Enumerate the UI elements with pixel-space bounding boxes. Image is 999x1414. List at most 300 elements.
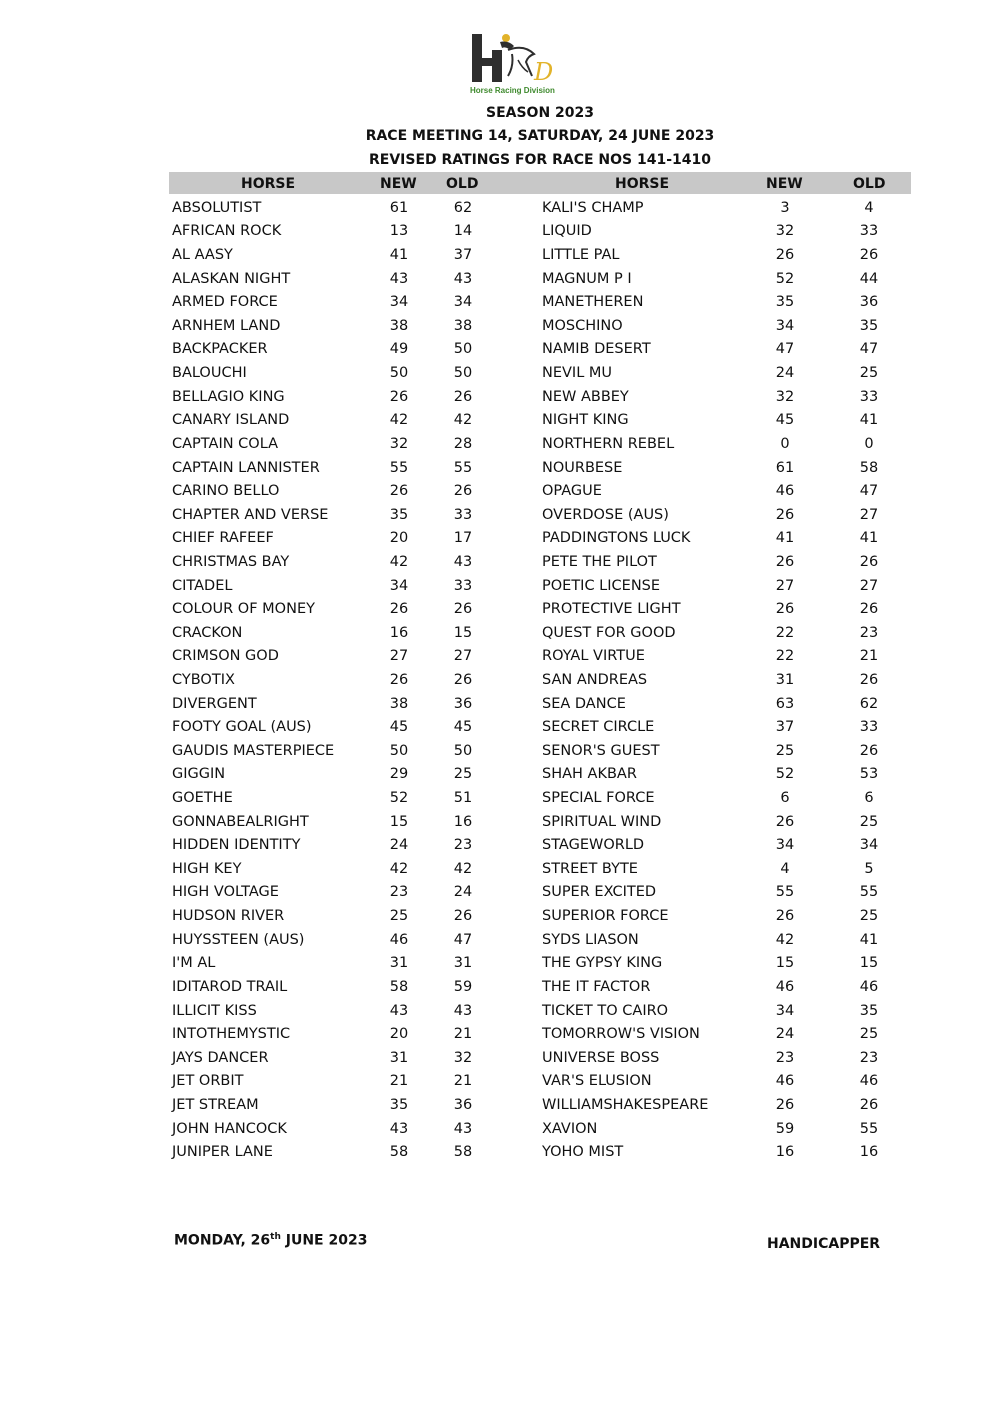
rating-new: 41 bbox=[389, 247, 409, 264]
horse-name: STREET BYTE bbox=[542, 860, 638, 877]
horse-name: PROTECTIVE LIGHT bbox=[542, 601, 681, 618]
horse-name: SECRET CIRCLE bbox=[542, 719, 655, 736]
table-row bbox=[542, 668, 926, 692]
ratings-subtitle: REVISED RATINGS FOR RACE NOS 141-1410 bbox=[368, 152, 711, 168]
table-row bbox=[172, 361, 500, 385]
table-row bbox=[172, 574, 500, 598]
table-row bbox=[542, 833, 926, 857]
rating-old: 43 bbox=[453, 1120, 473, 1137]
rating-new: 42 bbox=[775, 931, 795, 948]
horse-name: GONNABEALRIGHT bbox=[172, 813, 309, 830]
horse-name: OPAGUE bbox=[542, 483, 602, 500]
table-row bbox=[542, 1022, 926, 1046]
horse-name: VAR'S ELUSION bbox=[542, 1073, 652, 1090]
table-row bbox=[542, 503, 926, 527]
rating-old: 23 bbox=[453, 837, 473, 854]
horse-name: SPIRITUAL WIND bbox=[542, 813, 662, 830]
rating-old: 16 bbox=[453, 813, 473, 830]
table-row bbox=[172, 220, 500, 244]
horse-name: MAGNUM P I bbox=[542, 270, 632, 287]
horse-name: TOMORROW'S VISION bbox=[542, 1026, 700, 1043]
rating-new: 38 bbox=[389, 695, 409, 712]
rating-old: 46 bbox=[859, 978, 879, 995]
rating-old: 15 bbox=[453, 624, 473, 641]
horse-name: SENOR'S GUEST bbox=[542, 742, 660, 759]
horse-name: BALOUCHI bbox=[172, 365, 247, 382]
rating-old: 26 bbox=[859, 553, 879, 570]
rating-new: 42 bbox=[389, 860, 409, 877]
horse-name: CANARY ISLAND bbox=[172, 412, 290, 429]
rating-old: 34 bbox=[453, 294, 473, 311]
rating-old: 35 bbox=[859, 1002, 879, 1019]
rating-old: 6 bbox=[864, 790, 874, 807]
rating-old: 41 bbox=[859, 530, 879, 547]
rating-old: 16 bbox=[859, 1144, 879, 1161]
rating-old: 33 bbox=[453, 577, 473, 594]
table-row bbox=[172, 1046, 500, 1070]
table-row bbox=[172, 904, 500, 928]
rating-old: 33 bbox=[859, 719, 879, 736]
table-row bbox=[172, 267, 500, 291]
rating-old: 42 bbox=[453, 412, 473, 429]
rating-old: 26 bbox=[453, 601, 473, 618]
rating-old: 34 bbox=[859, 837, 879, 854]
rating-old: 38 bbox=[453, 317, 473, 334]
rating-old: 43 bbox=[453, 1002, 473, 1019]
rating-new: 24 bbox=[775, 1026, 795, 1043]
rating-new: 26 bbox=[775, 553, 795, 570]
horse-name: POETIC LICENSE bbox=[542, 577, 661, 594]
table-row bbox=[542, 290, 926, 314]
horse-name: OVERDOSE (AUS) bbox=[542, 506, 669, 523]
table-row bbox=[542, 385, 926, 409]
horse-name: HIDDEN IDENTITY bbox=[172, 837, 301, 854]
rating-new: 26 bbox=[775, 506, 795, 523]
rating-new: 63 bbox=[775, 695, 795, 712]
horse-name: LITTLE PAL bbox=[542, 247, 620, 264]
horse-name: QUEST FOR GOOD bbox=[542, 624, 676, 641]
horse-name: CHRISTMAS BAY bbox=[172, 553, 290, 570]
rating-new: 41 bbox=[775, 530, 795, 547]
rating-new: 35 bbox=[389, 506, 409, 523]
rating-new: 29 bbox=[389, 766, 409, 783]
rating-new: 38 bbox=[389, 317, 409, 334]
rating-old: 51 bbox=[453, 790, 473, 807]
rating-new: 3 bbox=[780, 199, 790, 216]
table-row bbox=[172, 833, 500, 857]
rating-new: 43 bbox=[389, 1002, 409, 1019]
rating-new: 16 bbox=[775, 1144, 795, 1161]
rating-new: 42 bbox=[389, 553, 409, 570]
rating-old: 23 bbox=[859, 624, 879, 641]
rating-old: 45 bbox=[453, 719, 473, 736]
rating-new: 58 bbox=[389, 978, 409, 995]
table-row bbox=[172, 952, 500, 976]
issue-date-month-year: JUNE 2023 bbox=[280, 1232, 368, 1249]
table-row bbox=[542, 456, 926, 480]
rating-new: 24 bbox=[389, 837, 409, 854]
table-row bbox=[172, 786, 500, 810]
rating-new: 26 bbox=[389, 388, 409, 405]
rating-old: 58 bbox=[453, 1144, 473, 1161]
horse-name: CRACKON bbox=[172, 624, 243, 641]
table-row bbox=[172, 763, 500, 787]
horse-name: ALASKAN NIGHT bbox=[172, 270, 291, 287]
rating-new: 4 bbox=[780, 860, 790, 877]
rating-new: 35 bbox=[775, 294, 795, 311]
rating-old: 27 bbox=[859, 577, 879, 594]
rating-new: 26 bbox=[389, 671, 409, 688]
table-row bbox=[542, 1117, 926, 1141]
horse-name: DIVERGENT bbox=[172, 695, 257, 712]
rating-new: 22 bbox=[775, 624, 795, 641]
rating-new: 50 bbox=[389, 365, 409, 382]
table-row bbox=[172, 243, 500, 267]
rating-old: 36 bbox=[859, 294, 879, 311]
hrd-logo bbox=[468, 32, 568, 98]
rating-old: 4 bbox=[864, 199, 874, 216]
svg-text:D: D bbox=[534, 58, 554, 86]
rating-old: 35 bbox=[859, 317, 879, 334]
rating-new: 42 bbox=[389, 412, 409, 429]
table-row bbox=[172, 999, 500, 1023]
table-row bbox=[172, 1022, 500, 1046]
rating-new: 34 bbox=[389, 294, 409, 311]
signatory: HANDICAPPER bbox=[767, 1236, 881, 1252]
rating-old: 36 bbox=[453, 695, 473, 712]
rating-new: 24 bbox=[775, 365, 795, 382]
table-row bbox=[542, 267, 926, 291]
table-row bbox=[542, 432, 926, 456]
horse-name: CRIMSON GOD bbox=[172, 648, 279, 665]
table-row bbox=[542, 857, 926, 881]
table-row bbox=[542, 763, 926, 787]
horse-name: SHAH AKBAR bbox=[542, 766, 637, 783]
rating-old: 26 bbox=[453, 908, 473, 925]
table-row bbox=[542, 243, 926, 267]
table-row bbox=[542, 786, 926, 810]
horse-name: MANETHEREN bbox=[542, 294, 644, 311]
rating-new: 32 bbox=[775, 223, 795, 240]
rating-new: 15 bbox=[775, 955, 795, 972]
rating-new: 20 bbox=[389, 1026, 409, 1043]
horse-name: IDITAROD TRAIL bbox=[172, 978, 288, 995]
table-row bbox=[542, 904, 926, 928]
horse-name: WILLIAMSHAKESPEARE bbox=[542, 1096, 709, 1113]
horse-name: SUPERIOR FORCE bbox=[542, 908, 669, 925]
table-row bbox=[542, 550, 926, 574]
rating-old: 25 bbox=[859, 813, 879, 830]
rating-old: 26 bbox=[859, 601, 879, 618]
table-row bbox=[172, 432, 500, 456]
table-row bbox=[172, 975, 500, 999]
rating-new: 52 bbox=[775, 766, 795, 783]
table-row bbox=[542, 408, 926, 432]
rating-new: 37 bbox=[775, 719, 795, 736]
rating-new: 43 bbox=[389, 1120, 409, 1137]
horse-name: JET ORBIT bbox=[172, 1073, 244, 1090]
horse-name: SUPER EXCITED bbox=[542, 884, 657, 901]
table-row bbox=[172, 597, 500, 621]
rating-new: 47 bbox=[775, 341, 795, 358]
table-row bbox=[172, 314, 500, 338]
col-header-old-right: OLD bbox=[853, 176, 886, 192]
issue-date-day: MONDAY, 26 bbox=[174, 1232, 271, 1249]
rating-old: 25 bbox=[859, 1026, 879, 1043]
horse-name: PETE THE PILOT bbox=[542, 553, 657, 570]
rating-old: 25 bbox=[859, 908, 879, 925]
rating-new: 0 bbox=[780, 435, 790, 452]
rating-old: 26 bbox=[453, 671, 473, 688]
rating-new: 26 bbox=[775, 1096, 795, 1113]
rating-new: 46 bbox=[775, 1073, 795, 1090]
table-row bbox=[542, 692, 926, 716]
table-row bbox=[172, 692, 500, 716]
horse-name: CYBOTIX bbox=[172, 671, 235, 688]
rating-old: 32 bbox=[453, 1049, 473, 1066]
rating-new: 45 bbox=[389, 719, 409, 736]
ratings-table-right bbox=[542, 196, 926, 1164]
horse-name: UNIVERSE BOSS bbox=[542, 1049, 660, 1066]
horse-name: CHAPTER AND VERSE bbox=[172, 506, 329, 523]
table-row bbox=[172, 928, 500, 952]
table-row bbox=[172, 739, 500, 763]
horse-name: BELLAGIO KING bbox=[172, 388, 285, 405]
horse-name: HUYSSTEEN (AUS) bbox=[172, 931, 305, 948]
rating-new: 34 bbox=[775, 837, 795, 854]
rating-old: 23 bbox=[859, 1049, 879, 1066]
table-row bbox=[542, 338, 926, 362]
rating-new: 13 bbox=[389, 223, 409, 240]
rating-old: 33 bbox=[453, 506, 473, 523]
col-header-horse-left: HORSE bbox=[241, 176, 296, 192]
rating-new: 34 bbox=[775, 1002, 795, 1019]
rating-old: 26 bbox=[453, 483, 473, 500]
horse-name: HIGH VOLTAGE bbox=[172, 884, 279, 901]
rating-new: 23 bbox=[389, 884, 409, 901]
horse-name: SPECIAL FORCE bbox=[542, 790, 655, 807]
horse-name: SYDS LIASON bbox=[542, 931, 639, 948]
table-row bbox=[542, 1140, 926, 1164]
rating-old: 43 bbox=[453, 553, 473, 570]
rating-new: 61 bbox=[389, 199, 409, 216]
horse-name: CITADEL bbox=[172, 577, 233, 594]
rating-new: 21 bbox=[389, 1073, 409, 1090]
rating-old: 62 bbox=[859, 695, 879, 712]
rating-new: 59 bbox=[775, 1120, 795, 1137]
table-row bbox=[172, 857, 500, 881]
table-row bbox=[172, 1093, 500, 1117]
rating-old: 15 bbox=[859, 955, 879, 972]
table-row bbox=[542, 621, 926, 645]
rating-new: 26 bbox=[775, 813, 795, 830]
rating-old: 55 bbox=[859, 884, 879, 901]
table-row bbox=[172, 621, 500, 645]
horse-name: FOOTY GOAL (AUS) bbox=[172, 719, 312, 736]
horse-name: MOSCHINO bbox=[542, 317, 623, 334]
table-row bbox=[172, 479, 500, 503]
horse-name: NOURBESE bbox=[542, 459, 623, 476]
rating-old: 5 bbox=[864, 860, 874, 877]
horse-name: HIGH KEY bbox=[172, 860, 242, 877]
horse-name: SAN ANDREAS bbox=[542, 671, 648, 688]
horse-name: GOETHE bbox=[172, 790, 233, 807]
horse-name: JET STREAM bbox=[172, 1096, 259, 1113]
col-header-new-left: NEW bbox=[380, 176, 417, 192]
horse-name: YOHO MIST bbox=[542, 1144, 624, 1161]
rating-new: 50 bbox=[389, 742, 409, 759]
rating-new: 27 bbox=[389, 648, 409, 665]
table-row bbox=[542, 715, 926, 739]
table-row bbox=[542, 574, 926, 598]
table-row bbox=[542, 645, 926, 669]
ratings-table-left bbox=[172, 196, 500, 1164]
rating-old: 0 bbox=[864, 435, 874, 452]
rating-new: 26 bbox=[775, 908, 795, 925]
rating-new: 20 bbox=[389, 530, 409, 547]
rating-old: 26 bbox=[859, 671, 879, 688]
table-row bbox=[172, 881, 500, 905]
rating-new: 58 bbox=[389, 1144, 409, 1161]
table-row bbox=[172, 527, 500, 551]
rating-old: 28 bbox=[453, 435, 473, 452]
horse-name: XAVION bbox=[542, 1120, 598, 1137]
horse-name: ARNHEM LAND bbox=[172, 317, 281, 334]
hrd-logo-mark bbox=[468, 32, 568, 88]
horse-name: LIQUID bbox=[542, 223, 592, 240]
rating-new: 55 bbox=[775, 884, 795, 901]
horse-name: JUNIPER LANE bbox=[172, 1144, 273, 1161]
rating-old: 47 bbox=[453, 931, 473, 948]
table-row bbox=[172, 456, 500, 480]
horse-name: INTOTHEMYSTIC bbox=[172, 1026, 291, 1043]
table-row bbox=[542, 928, 926, 952]
table-row bbox=[172, 645, 500, 669]
table-row bbox=[172, 1070, 500, 1094]
horse-name: ABSOLUTIST bbox=[172, 199, 262, 216]
horse-name: CAPTAIN COLA bbox=[172, 435, 279, 452]
horse-name: CARINO BELLO bbox=[172, 483, 280, 500]
horse-name: NEVIL MU bbox=[542, 365, 613, 382]
rating-old: 47 bbox=[859, 483, 879, 500]
rating-new: 26 bbox=[775, 601, 795, 618]
rating-new: 34 bbox=[775, 317, 795, 334]
rating-new: 34 bbox=[389, 577, 409, 594]
rating-new: 25 bbox=[389, 908, 409, 925]
rating-new: 46 bbox=[775, 483, 795, 500]
horse-name: NEW ABBEY bbox=[542, 388, 629, 405]
horse-name: PADDINGTONS LUCK bbox=[542, 530, 691, 547]
rating-old: 27 bbox=[859, 506, 879, 523]
horse-name: NORTHERN REBEL bbox=[542, 435, 675, 452]
rating-old: 26 bbox=[859, 1096, 879, 1113]
rating-old: 47 bbox=[859, 341, 879, 358]
rating-new: 52 bbox=[775, 270, 795, 287]
rating-old: 50 bbox=[453, 341, 473, 358]
rating-old: 21 bbox=[453, 1073, 473, 1090]
rating-old: 17 bbox=[453, 530, 473, 547]
table-row bbox=[172, 810, 500, 834]
rating-old: 21 bbox=[859, 648, 879, 665]
table-row bbox=[172, 503, 500, 527]
table-row bbox=[542, 952, 926, 976]
horse-name: GAUDIS MASTERPIECE bbox=[172, 742, 335, 759]
rating-old: 43 bbox=[453, 270, 473, 287]
table-row bbox=[172, 668, 500, 692]
rating-new: 32 bbox=[775, 388, 795, 405]
rating-old: 59 bbox=[453, 978, 473, 995]
horse-name: ROYAL VIRTUE bbox=[542, 648, 645, 665]
rating-old: 24 bbox=[453, 884, 473, 901]
horse-name: BACKPACKER bbox=[172, 341, 268, 358]
col-header-old-left: OLD bbox=[446, 176, 479, 192]
season-title: SEASON 2023 bbox=[485, 105, 595, 121]
table-row bbox=[172, 385, 500, 409]
rating-old: 26 bbox=[453, 388, 473, 405]
table-row bbox=[542, 975, 926, 999]
rating-old: 14 bbox=[453, 223, 473, 240]
col-header-new-right: NEW bbox=[766, 176, 803, 192]
rating-new: 26 bbox=[389, 483, 409, 500]
table-row bbox=[542, 1070, 926, 1094]
table-row bbox=[172, 196, 500, 220]
horse-name: NIGHT KING bbox=[542, 412, 629, 429]
horse-name: KALI'S CHAMP bbox=[542, 199, 644, 216]
table-row bbox=[172, 1117, 500, 1141]
horse-name: I'M AL bbox=[172, 955, 216, 972]
rating-old: 25 bbox=[453, 766, 473, 783]
rating-old: 50 bbox=[453, 742, 473, 759]
table-row bbox=[542, 810, 926, 834]
table-row bbox=[542, 479, 926, 503]
rating-old: 58 bbox=[859, 459, 879, 476]
horse-name: ARMED FORCE bbox=[172, 294, 278, 311]
table-row bbox=[542, 1093, 926, 1117]
rating-new: 55 bbox=[389, 459, 409, 476]
rating-new: 35 bbox=[389, 1096, 409, 1113]
horse-name: CAPTAIN LANNISTER bbox=[172, 459, 320, 476]
horse-name: AL AASY bbox=[172, 247, 233, 264]
rating-old: 33 bbox=[859, 388, 879, 405]
table-row bbox=[542, 314, 926, 338]
horse-name: COLOUR OF MONEY bbox=[172, 601, 315, 618]
rating-new: 43 bbox=[389, 270, 409, 287]
horse-name: JAYS DANCER bbox=[172, 1049, 269, 1066]
horse-name: HUDSON RIVER bbox=[172, 908, 285, 925]
rating-old: 41 bbox=[859, 412, 879, 429]
rating-old: 44 bbox=[859, 270, 879, 287]
rating-new: 22 bbox=[775, 648, 795, 665]
table-row bbox=[172, 408, 500, 432]
rating-new: 31 bbox=[775, 671, 795, 688]
horse-name: AFRICAN ROCK bbox=[172, 223, 282, 240]
table-row bbox=[172, 290, 500, 314]
table-row bbox=[542, 220, 926, 244]
rating-new: 31 bbox=[389, 955, 409, 972]
rating-new: 52 bbox=[389, 790, 409, 807]
logo-org-name: Horse Racing Division bbox=[470, 86, 555, 95]
horse-name: SEA DANCE bbox=[542, 695, 626, 712]
rating-old: 41 bbox=[859, 931, 879, 948]
table-row bbox=[172, 715, 500, 739]
table-row bbox=[542, 597, 926, 621]
horse-name: JOHN HANCOCK bbox=[172, 1120, 287, 1137]
horse-name: NAMIB DESERT bbox=[542, 341, 651, 358]
horse-name: TICKET TO CAIRO bbox=[542, 1002, 669, 1019]
rating-new: 26 bbox=[389, 601, 409, 618]
issue-date-suffix: th bbox=[270, 1232, 281, 1242]
horse-name: STAGEWORLD bbox=[542, 837, 645, 854]
